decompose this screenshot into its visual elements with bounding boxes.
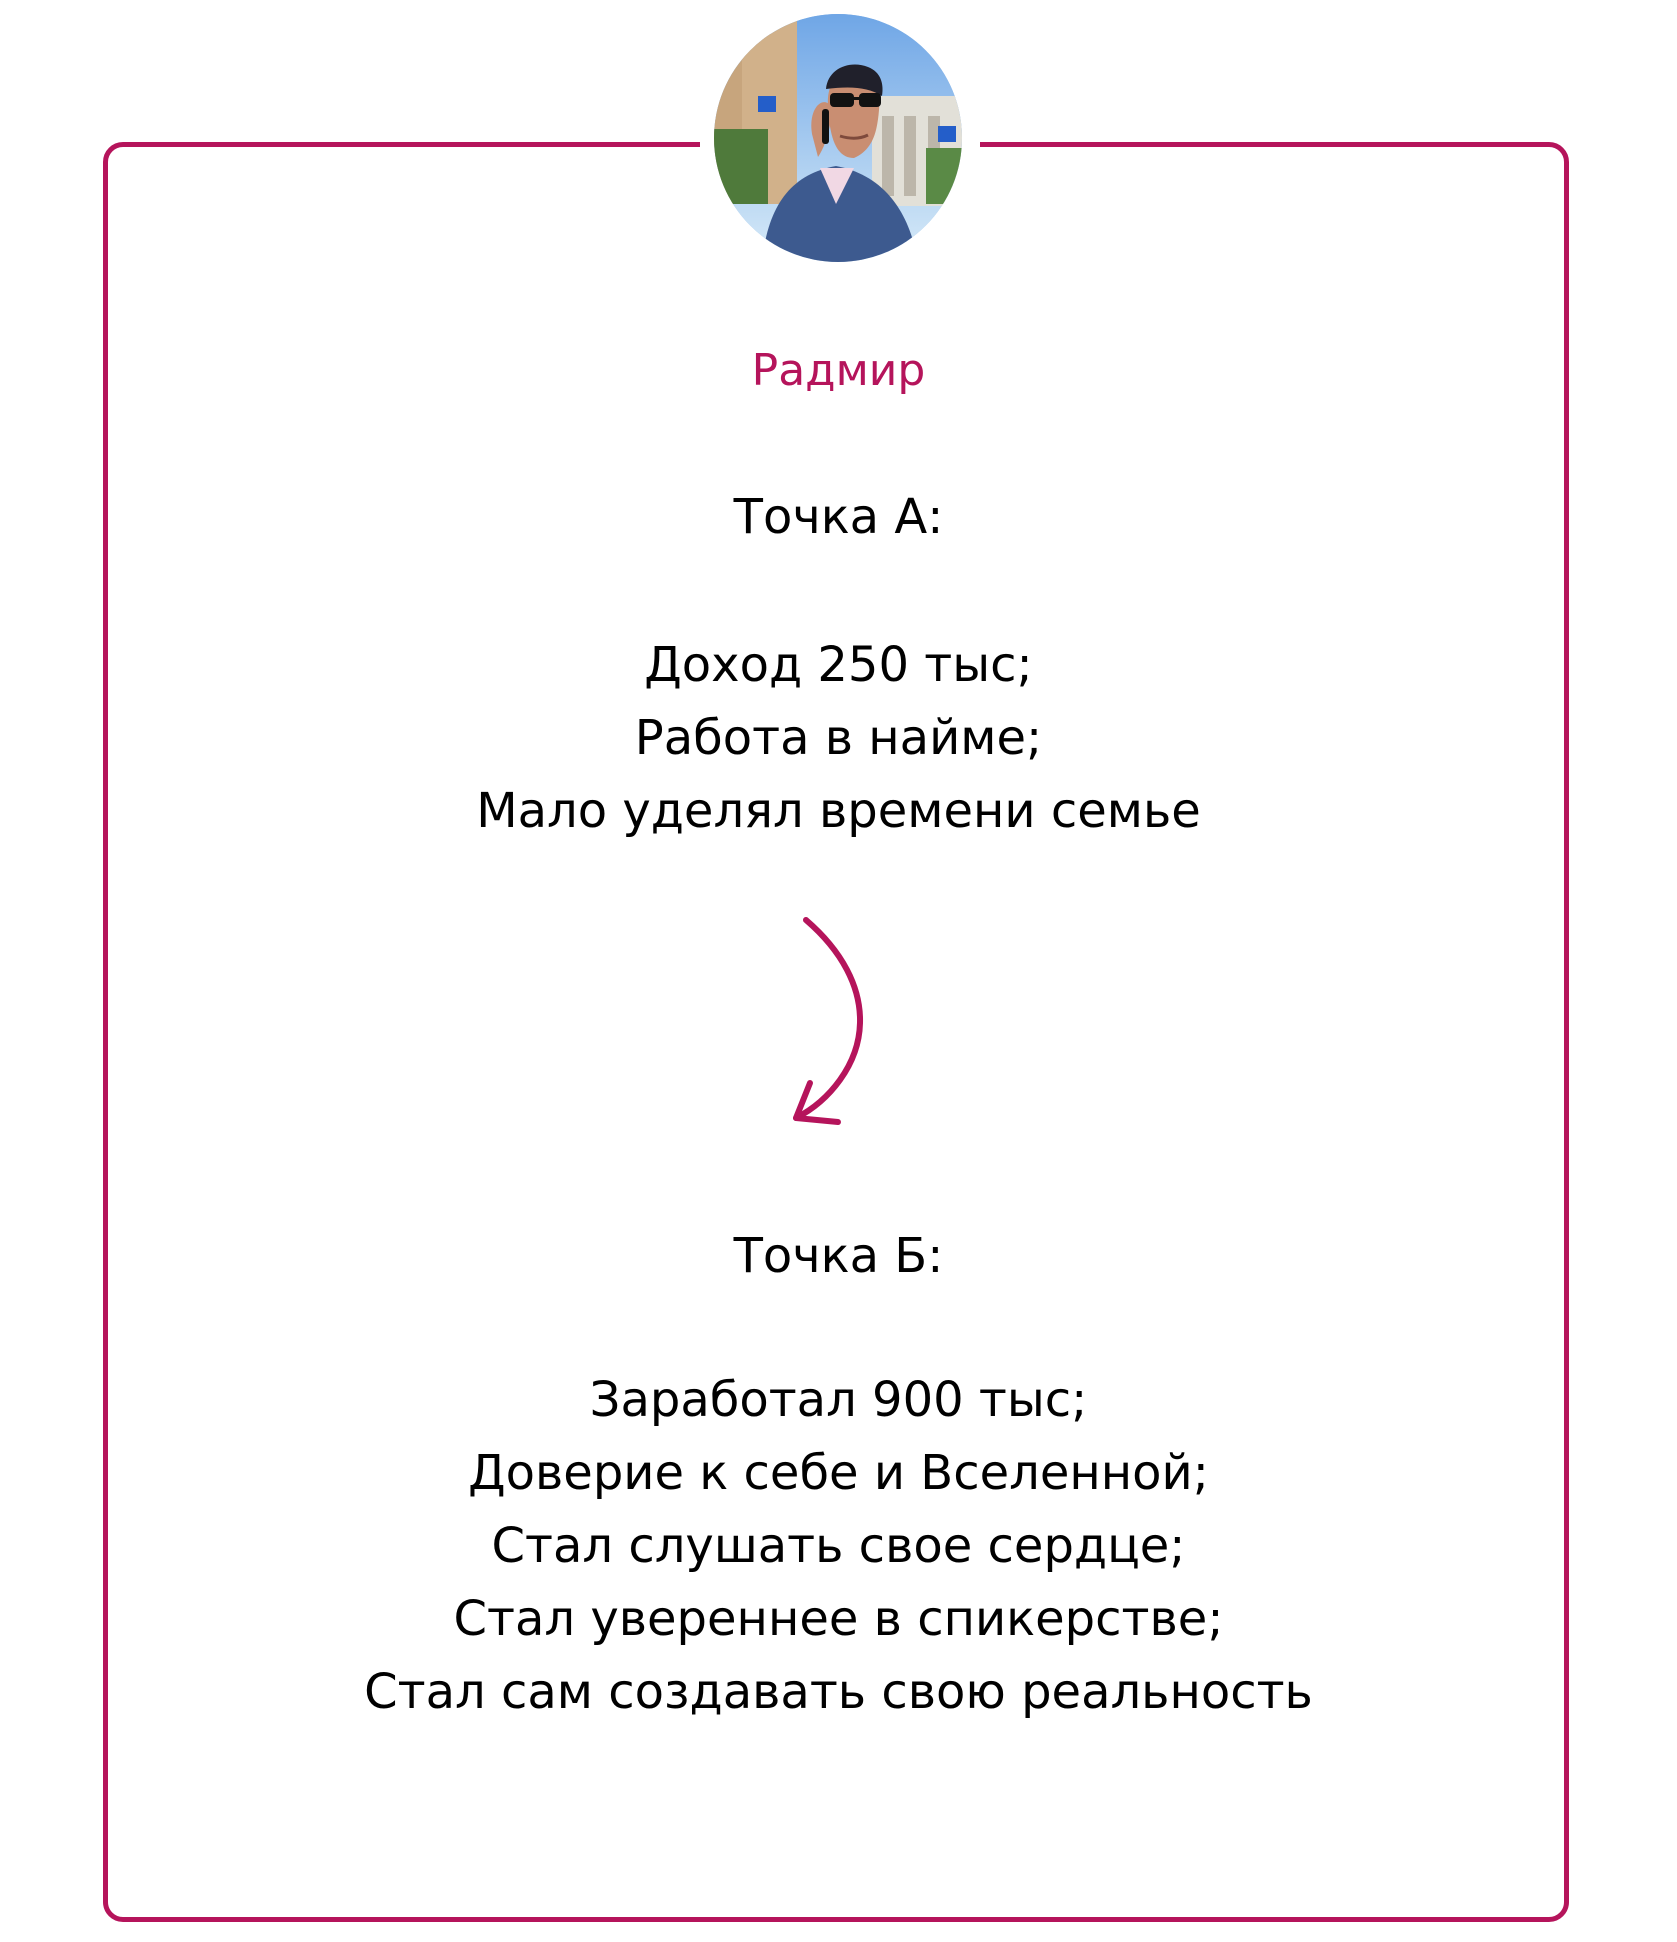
point-b-item: Заработал 900 тыс; bbox=[589, 1372, 1088, 1428]
point-a-item: Работа в найме; bbox=[634, 710, 1043, 766]
point-a-heading: Точка А: bbox=[733, 489, 944, 545]
point-b-item: Стал увереннее в спикерстве; bbox=[453, 1591, 1224, 1647]
point-a-item: Мало уделял времени семье bbox=[476, 783, 1201, 839]
avatar bbox=[714, 14, 962, 262]
point-b-item: Стал сам создавать свою реальность bbox=[364, 1664, 1313, 1720]
person-name: Радмир bbox=[751, 345, 926, 396]
curved-down-arrow-icon bbox=[780, 915, 900, 1135]
point-a-list bbox=[0, 629, 1677, 848]
point-b-heading: Точка Б: bbox=[733, 1228, 944, 1284]
point-b-item: Доверие к себе и Вселенной; bbox=[468, 1445, 1209, 1501]
point-b-list bbox=[0, 1364, 1677, 1729]
point-a-item: Доход 250 тыс; bbox=[644, 637, 1033, 693]
point-b-item: Стал слушать свое сердце; bbox=[491, 1518, 1186, 1574]
person-photo-icon bbox=[714, 14, 962, 262]
